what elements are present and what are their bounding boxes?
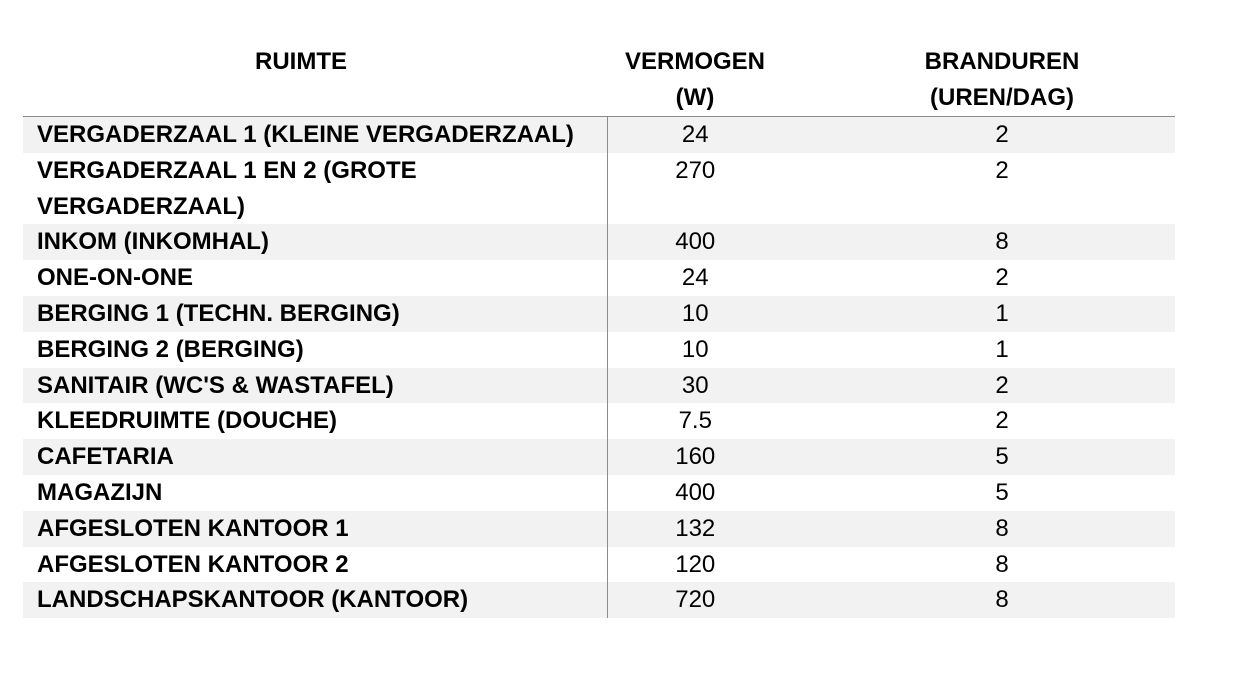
table-row <box>23 547 1175 583</box>
table-row <box>23 582 1175 618</box>
hours-cell: 2 <box>829 153 1175 225</box>
hours-cell: 8 <box>829 511 1175 547</box>
table-row <box>23 511 1175 547</box>
table-row <box>23 260 1175 296</box>
power-cell: 720 <box>607 582 829 618</box>
header-room-label: RUIMTE <box>255 48 347 75</box>
hours-cell: 8 <box>829 582 1175 618</box>
power-cell: 30 <box>607 368 829 404</box>
header-power-line1: VERMOGEN <box>624 48 765 75</box>
room-name-cell: VERGADERZAAL 1 (KLEINE VERGADERZAAL) <box>23 117 607 153</box>
table-row <box>23 117 1175 153</box>
header-room <box>23 44 607 117</box>
table-row <box>23 439 1175 475</box>
hours-cell: 5 <box>829 475 1175 511</box>
table-body <box>23 117 1175 619</box>
power-cell: 400 <box>607 475 829 511</box>
hours-cell: 2 <box>829 403 1175 439</box>
room-name-cell: VERGADERZAAL 1 EN 2 (GROTE VERGADERZAAL) <box>23 153 607 225</box>
room-name-cell: INKOM (INKOMHAL) <box>23 224 607 260</box>
hours-cell: 1 <box>829 332 1175 368</box>
table-row <box>23 368 1175 404</box>
header-power <box>607 44 829 117</box>
hours-cell: 1 <box>829 296 1175 332</box>
power-cell: 10 <box>607 296 829 332</box>
power-cell: 24 <box>607 117 829 153</box>
hours-cell: 2 <box>829 368 1175 404</box>
room-name-cell: AFGESLOTEN KANTOOR 2 <box>23 547 607 583</box>
header-hours-line1: BRANDUREN <box>924 48 1080 75</box>
power-cell: 400 <box>607 224 829 260</box>
hours-cell: 8 <box>829 547 1175 583</box>
lighting-table <box>23 44 1175 618</box>
room-name-cell: CAFETARIA <box>23 439 607 475</box>
table-row <box>23 224 1175 260</box>
power-cell: 10 <box>607 332 829 368</box>
power-cell: 24 <box>607 260 829 296</box>
power-cell: 7.5 <box>607 403 829 439</box>
hours-cell: 2 <box>829 117 1175 153</box>
header-row <box>23 44 1175 117</box>
room-name-cell: KLEEDRUIMTE (DOUCHE) <box>23 403 607 439</box>
header-power-line2: (W) <box>675 84 715 111</box>
table-row <box>23 153 1175 225</box>
header-hours <box>829 44 1175 117</box>
table-row <box>23 475 1175 511</box>
power-cell: 120 <box>607 547 829 583</box>
room-name-cell: MAGAZIJN <box>23 475 607 511</box>
room-name-cell: AFGESLOTEN KANTOOR 1 <box>23 511 607 547</box>
room-name-cell: BERGING 1 (TECHN. BERGING) <box>23 296 607 332</box>
hours-cell: 8 <box>829 224 1175 260</box>
power-cell: 270 <box>607 153 829 225</box>
table-row <box>23 332 1175 368</box>
power-cell: 132 <box>607 511 829 547</box>
header-hours-line2: (UREN/DAG) <box>930 84 1074 111</box>
room-name-cell: BERGING 2 (BERGING) <box>23 332 607 368</box>
room-name-cell: SANITAIR (WC'S & WASTAFEL) <box>23 368 607 404</box>
hours-cell: 5 <box>829 439 1175 475</box>
power-cell: 160 <box>607 439 829 475</box>
table-row <box>23 296 1175 332</box>
power-table <box>23 44 1175 618</box>
room-name-cell: LANDSCHAPSKANTOOR (KANTOOR) <box>23 582 607 618</box>
hours-cell: 2 <box>829 260 1175 296</box>
room-name-cell: ONE-ON-ONE <box>23 260 607 296</box>
table-header <box>23 44 1175 117</box>
table-row <box>23 403 1175 439</box>
